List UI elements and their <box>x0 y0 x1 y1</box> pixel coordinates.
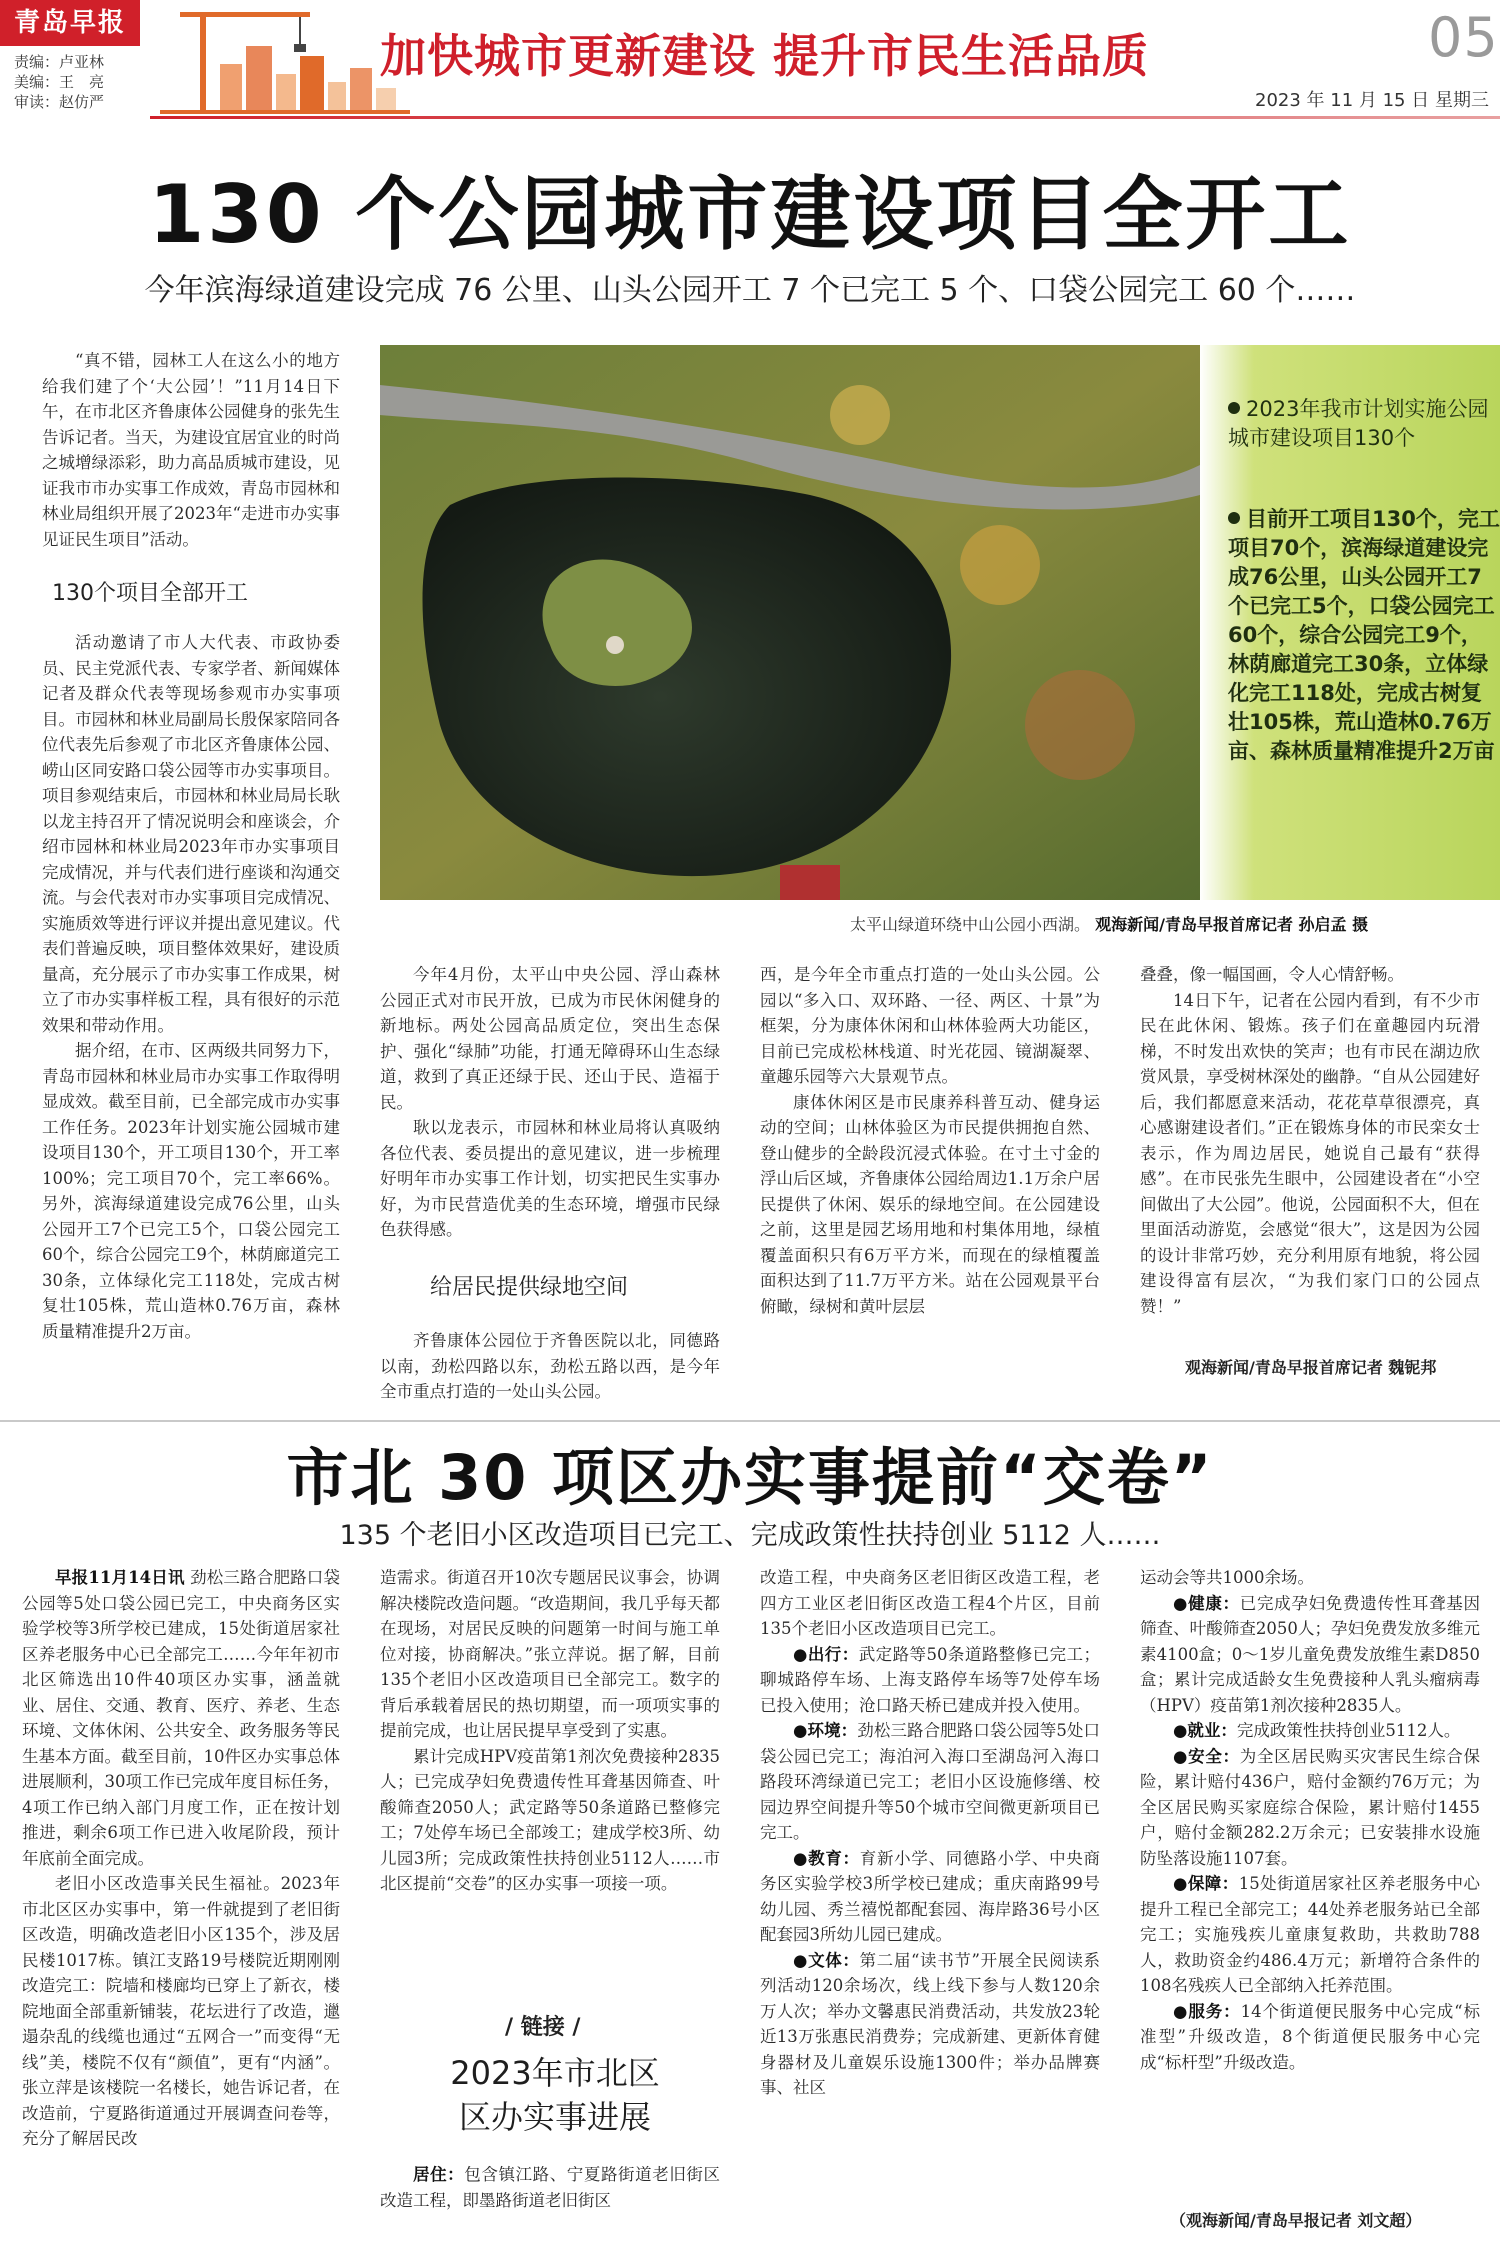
proofreader-line: 审读：赵仿严 <box>14 93 105 111</box>
park-aerial-photo <box>380 345 1200 900</box>
list-item: ●安全：为全区居民购买灾害民生综合保险，累计赔付436户，赔付金额约76万元；为全区居民购买家庭综合保险，累计赔付1455户，赔付金额282.2万余元；已安装排水设施防坠落设施1107套。 <box>1140 1746 1480 1868</box>
article1-col4 <box>1140 962 1480 1354</box>
bullet-icon <box>1228 402 1240 414</box>
paragraph: 早报11月14日讯 劲松三路合肥路口袋公园等5处口袋公园已完工，中央商务区实验学校等3所学校已建成，15处街道居家社区养老服务中心已全部完工……今年年初市北区筛选出10件40项区办实事，涵盖就业、居住、交通、教育、医疗、养老、生态环境、文体休闲、公共安全、政务服务等民生基本方面。截至目前，10件区办实事总体进展顺利，30项工作已完成年度目标任务，4项工作已纳入部门月度工作，正在按计划推进，剩余6项工作已进入收尾阶段，预计年底前全面完成。 <box>22 1568 340 1868</box>
headline-1: 130 个公园城市建设项目全开工 <box>148 168 1352 261</box>
editor-line: 责编：卢亚林 <box>14 53 105 71</box>
list-item: ●保障：15处街道居家社区养老服务中心提升工程已全部完工；44处养老服务站已全部完工；实施残疾儿童康复救助，共救助788人，救助资金约486.4万元；新增符合条件的108名残疾人已全部纳入托养范围。 <box>1140 1874 1481 1995</box>
article2-col2 <box>380 1565 720 1995</box>
article1-credit: 观海新闻/青岛早报首席记者 魏铌邦 <box>1185 1358 1437 1377</box>
paragraph: 老旧小区改造事关民生福祉。2023年市北区区办实事中，第一件就提到了老旧街区改造，明确改造老旧小区135个，涉及居民楼1017栋。镇江支路19号楼院近期刚刚改造完工：院墙和楼廊均已穿上了新衣，楼院地面全部重新铺装，花坛进行了改造，邋遢杂乱的线缆也通过“五网合一”而变得“无线”美，楼院不仅有“颜值”，更有“内涵”。张立萍是该楼院一名楼长，她告诉记者，在改造前，宁夏路街道通过开展调查问卷等，充分了解居民改 <box>22 1874 340 2148</box>
paragraph: 今年4月份，太平山中央公园、浮山森林公园正式对市民开放，已成为市民休闲健身的新地标。两处公园高品质定位，突出生态保护、强化“绿肺”功能，打通无障碍环山生态绿道，救到了真正还绿于民、还山于民、造福于民。 <box>380 965 720 1112</box>
page-number: 05 <box>1428 6 1499 69</box>
city-skyline-icon <box>160 4 410 116</box>
designer-line: 美编：王 亮 <box>14 73 105 91</box>
stats-item: 目前开工项目130个，完工项目70个，滨海绿道建设完成76公里，山头公园开工7个已完工5个，口袋公园完工60个，综合公园完工9个，林荫廊道完工30条，立体绿化完工118处，完成古树复壮105株，荒山造林0.76万亩、森林质量精准提升2万亩 <box>1228 507 1500 763</box>
paragraph: 活动邀请了市人大代表、市政协委员、民主党派代表、专家学者、新闻媒体记者及群众代表等现场参观市办实事项目。市园林和林业局副局长殷保家陪同各位代表先后参观了市北区齐鲁康体公园、崂山区同安路口袋公园等市办实事项目。项目参观结束后，市园林和林业局局长耿以龙主持召开了情况说明会和座谈会，介绍市园林和林业局2023年市办实事项目完成情况，并与代表们进行座谈和沟通交流。与会代表对市办实事项目完成情况、实施质效等进行评议并提出意见建议。代表们普遍反映，项目整体效果好，建设质量高，充分展示了市办实事工作成果，树立了市办实事样板工程，具有很好的示范效果和带动作用。 <box>42 633 340 1035</box>
article2-col1 <box>22 1565 340 2235</box>
masthead <box>0 0 1500 120</box>
paragraph: 耿以龙表示，市园林和林业局将认真吸纳各位代表、委员提出的意见建议，进一步梳理好明年市办实事工作计划，切实把民生实事办好，为市民营造优美的生态环境，增强市民绿色获得感。 <box>380 1118 720 1239</box>
paragraph: 齐鲁康体公园位于齐鲁医院以北，同德路以南，劲松四路以东，劲松五路以西，是今年全市重点打造的一处山头公园。 <box>380 1331 720 1401</box>
paragraph: 康体休闲区是市民康养科普互动、健身运动的空间；山林体验区为市民提供拥抱自然、登山健步的全龄段沉浸式体验。在寸土寸金的浮山后区域，齐鲁康体公园给周边1.1万余户居民提供了休闲、娱乐的绿地空间。在公园建设之前，这里是园艺场用地和村集体用地，绿植覆盖面积只有6万平方米，而现在的绿植覆盖面积达到了11.7万平方米。站在公园观景平台俯瞰，绿树和黄叶层层 <box>760 1092 1100 1316</box>
paragraph: 叠叠，像一幅国画，令人心情舒畅。 <box>1140 965 1404 984</box>
paragraph: 14日下午，记者在公园内看到，有不少市民在此休闲、锻炼。孩子们在童趣园内玩滑梯，不时发出欢快的笑声；也有市民在湖边欣赏风景，享受树林深处的幽静。“自从公园建好后，我们都愿意来活动，花花草草很漂亮，真心感谢建设者们。”正在锻炼身体的市民栾女士表示，作为周边居民，她说自己最有“获得感”。在市民张先生眼中，公园建设者在“小空间做出了大公园”。他说，公园面积不大，但在里面活动游览，会感觉“很大”，这是因为公园的设计非常巧妙，充分利用原有地貌，将公园建设得富有层次，“为我们家门口的公园点赞！” <box>1140 990 1480 1316</box>
paragraph: 据介绍，在市、区两级共同努力下，青岛市园林和林业局市办实事工作取得明显成效。截至目前，已全部完成市办实事工作任务。2023年计划实施公园城市建设项目130个，开工项目130个，开工率100%；完工项目70个，完工率66%。另外，滨海绿道建设完成76公里，山头公园开工7个已完工5个，口袋公园完工60个，综合公园完工9个，林荫廊道完工30条，立体绿化完工118处，完成古树复壮105株，荒山造林0.76万亩，森林质量精准提升2万亩。 <box>42 1041 340 1341</box>
stats-item: 2023年我市计划实施公园城市建设项目130个 <box>1228 397 1489 450</box>
masthead-rule <box>150 116 1500 119</box>
article1-lead <box>42 348 340 558</box>
paragraph: 累计完成HPV疫苗第1剂次免费接种2835人；已完成孕妇免费遗传性耳聋基因筛查、叶酸筛查2050人；武定路等50条道路已整修完工；7处停车场已全部竣工；建成学校3所、幼儿园3所；完成政策性扶持创业5112人……市北区提前“交卷”的区办实事一项接一项。 <box>380 1746 720 1893</box>
caption-text: 太平山绿道环绕中山公园小西湖。 <box>850 915 1091 934</box>
list-item: ●服务：14个街道便民服务中心完成“标准型”升级改造，8个街道便民服务中心完成“标杆型”升级改造。 <box>1140 2001 1480 2072</box>
paragraph: 改造工程，中央商务区老旧街区改造工程，老四方工业区老旧街区改造工程4个片区，目前135个老旧小区改造项目已完工。 <box>760 1568 1100 1638</box>
article2-credit: （观海新闻/青岛早报记者 刘文超） <box>1170 2211 1422 2230</box>
article1-col2 <box>380 962 720 1252</box>
editor-credits <box>14 52 144 112</box>
subhead-2: 135 个老旧小区改造项目已完工、完成政策性扶持创业 5112 人…… <box>339 1520 1161 1551</box>
article2-col4 <box>1140 1565 1480 2205</box>
list-item: ●环境：劲松三路合肥路口袋公园等5处口袋公园已完工；海泊河入海口至湖岛河入海口路段环湾绿道已完工；老旧小区设施修缮、校园边界空间提升等50个城市空间微更新项目已完工。 <box>760 1721 1101 1842</box>
stats-box <box>1200 345 1500 900</box>
list-item: ●健康：已完成孕妇免费遗传性耳聋基因筛查、叶酸筛查2050人；孕妇免费发放多维元素4100盒；0～1岁儿童免费发放维生素D850盒；累计完成适龄女生免费接种人乳头瘤病毒（HPV）疫苗第1剂次接种2835人。 <box>1140 1593 1480 1715</box>
paragraph: 西，是今年全市重点打造的一处山头公园。公园以“多入口、双环路、一径、两区、十景”为框架，分为康体休闲和山林体验两大功能区，目前已完成松林栈道、时光花园、镜湖凝翠、童趣乐园等六大景观节点。 <box>760 965 1100 1086</box>
lead-paragraph: “真不错，园林工人在这么小的地方给我们建了个‘大公园’！”11月14日下午，在市北区齐鲁康体公园健身的张先生告诉记者。当天，为建设宜居宜业的时尚之城增绿添彩，助力高品质城市建设，见证我市市办实事工作成效，青岛市园林和林业局组织开展了2023年“走进市办实事 见证民生项目”活动。 <box>42 351 340 549</box>
bullet-icon <box>1228 512 1240 524</box>
issue-date: 2023 年 11 月 15 日 星期三 <box>1255 90 1489 111</box>
list-item: ●就业：完成政策性扶持创业5112人。 <box>1173 1721 1461 1740</box>
section-title-1: 130个项目全部开工 <box>52 581 248 606</box>
article1-col3 <box>760 962 1100 1380</box>
link-title-line2: 区办实事进展 <box>458 2098 651 2136</box>
subhead-1: 今年滨海绿道建设完成 76 公里、山头公园开工 7 个已完工 5 个、口袋公园完工 60 个…… <box>144 273 1356 308</box>
link-label: / 链接 / <box>505 2015 581 2040</box>
article2-col3 <box>760 1565 1100 2235</box>
page-banner: 加快城市更新建设 提升市民生活品质 <box>380 29 1150 83</box>
photo-credit: 观海新闻/青岛早报首席记者 孙启孟 摄 <box>1095 915 1369 934</box>
paragraph: 居住：包含镇江路、宁夏路街道老旧街区改造工程，即墨路街道老旧街区 <box>380 2165 721 2210</box>
newspaper-logo: 青岛早报 <box>0 0 140 46</box>
paragraph: 造需求。街道召开10次专题居民议事会，协调解决楼院改造问题。“改造期间，我几乎每天都在现场，对居民反映的问题第一时间与施工单位对接，协商解决。”张立萍说。据了解，目前135个老旧小区改造项目已全部完工。数字的背后承载着居民的热切期望，而一项项实事的提前完成，也让居民提早享受到了实惠。 <box>380 1568 720 1740</box>
list-item: ●教育：育新小学、同德路小学、中央商务区实验学校3所学校已建成；重庆南路99号幼儿园、秀兰禧悦都配套园、海岸路36号小区配套园3所幼儿园已建成。 <box>760 1848 1100 1944</box>
headline-2: 市北 30 项区办实事提前“交卷” <box>286 1441 1214 1514</box>
section-title-2: 给居民提供绿地空间 <box>430 1275 629 1300</box>
paragraph: 运动会等共1000余场。 <box>1140 1568 1314 1587</box>
photo-caption <box>850 912 1368 935</box>
list-item: ●文体：第二届“读书节”开展全民阅读系列活动120余场次，线上线下参与人数120余万人次；举办文馨惠民消费活动，共发放23轮近13万张惠民消费券；完成新建、更新体育健身器材及儿童娱乐设施1300件；举办品牌赛事、社区 <box>760 1950 1101 2097</box>
article1-col1 <box>42 630 340 1375</box>
article1-col2-tail <box>380 1328 720 1401</box>
article2-col2-tail <box>380 2162 720 2238</box>
dateline: 早报11月14日讯 <box>55 1568 185 1587</box>
link-title-line1: 2023年市北区 <box>450 2054 660 2092</box>
list-item: ●出行：武定路等50条道路整修已完工；聊城路停车场、上海支路停车场等7处停车场已投入使用；沧口路天桥已建成并投入使用。 <box>760 1644 1101 1715</box>
